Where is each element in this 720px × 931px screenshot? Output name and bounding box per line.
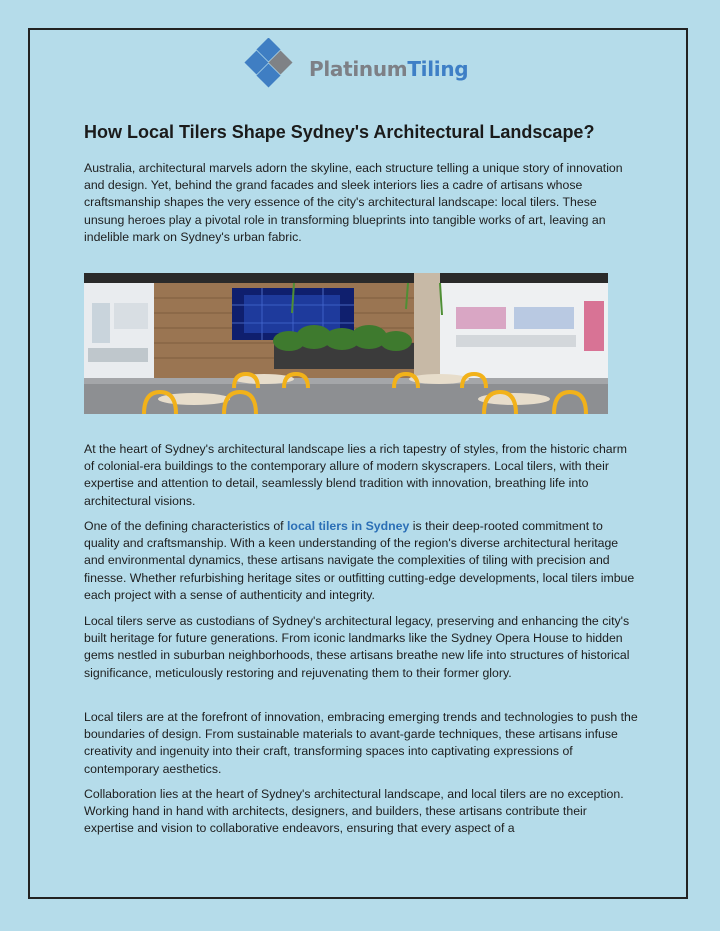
paragraph-2-lead: One of the defining characteristics of	[84, 519, 288, 533]
logo-text-tiling: Tiling	[407, 57, 469, 81]
paragraph-5: Collaboration lies at the heart of Sydney's architectural landscape, and local tilers are no exception. Working hand in hand with architects, designers, and builders, these artisans contribute their expertise and vision to collaborative endeavors, ensuring that every aspect of a	[84, 787, 624, 836]
article-title: How Local Tilers Shape Sydney's Architectural Landscape?	[84, 122, 595, 142]
paragraph-4: Local tilers are at the forefront of innovation, embracing emerging trends and technologies to push the boundaries of design. From sustainable materials to avant-garde techniques, these artisans infuse creativity and ingenuity into their craft, transforming spaces into captivating expressions of contemporary aesthetics.	[84, 710, 638, 776]
logo-text-platinum: Platinum	[309, 57, 408, 81]
paragraph-2	[84, 518, 640, 604]
paragraph-2-rest: is their deep-rooted commitment to quality and craftsmanship. With a keen understanding of the region's diverse architectural heritage and environmental dynamics, these artisans navigate the complexities of tiling with precision and finesse. Whether refurbishing heritage sites or outfitting cutting-edge developments, local tilers imbue each project with a sense of authenticity and integrity.	[84, 519, 635, 602]
intro-paragraph: Australia, architectural marvels adorn the skyline, each structure telling a unique story of innovation and design. Yet, behind the grand facades and sleek interiors lies a cadre of artisans whose craftsmanship shapes the very essence of the city's architectural landscape: local tilers. These unsung heroes play a pivotal role in transforming blueprints into tangible works of art, leaving an indelible mark on Sydney's urban fabric.	[84, 161, 623, 244]
interior-photo	[84, 273, 608, 414]
diamond-logo-icon	[243, 38, 305, 100]
platinum-tiling-logo[interactable]	[243, 38, 493, 100]
logo-wordmark	[309, 57, 468, 81]
store-interior-image	[84, 273, 608, 414]
paragraph-1: At the heart of Sydney's architectural landscape lies a rich tapestry of styles, from the historic charm of colonial-era buildings to the contemporary allure of modern skyscrapers. Local tilers, with their expertise and attention to detail, seamlessly blend tradition with innovation, breathing life into architectural visions.	[84, 442, 627, 508]
local-tilers-sydney-link[interactable]: local tilers in Sydney	[287, 519, 410, 533]
paragraph-3: Local tilers serve as custodians of Sydney's architectural legacy, preserving and enhancing the city's built heritage for future generations. From iconic landmarks like the Sydney Opera House to hidden gems nestled in suburban neighborhoods, these artisans breathe new life into structures of historical significance, meticulously restoring and rejuvenating them to their former glory.	[84, 614, 630, 680]
